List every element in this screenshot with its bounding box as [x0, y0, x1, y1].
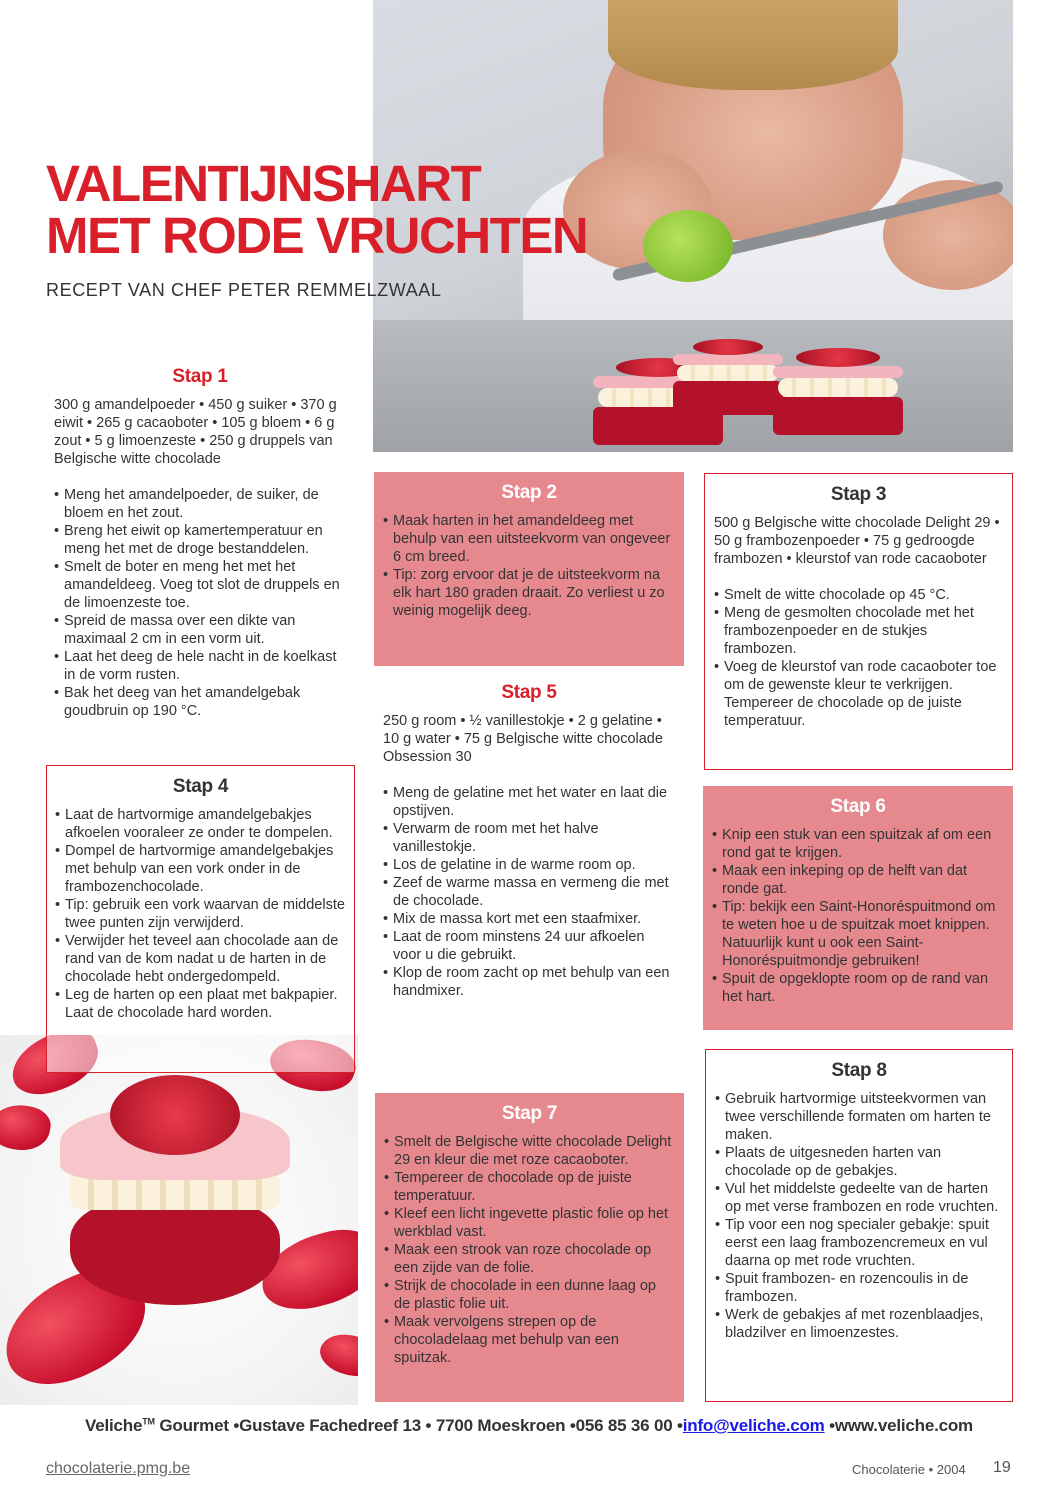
list-item: • Breng het eiwit op kamertemperatuur en meng het met de droge bestanddelen. — [54, 522, 346, 558]
list-item: • Dompel de hartvormige amandelgebakjes met behulp van een vork onder in de frambozenchocolade. — [55, 842, 346, 896]
brand-name: Veliche — [85, 1416, 143, 1435]
list-item: • Smelt de Belgische witte chocolade Delight 29 en kleur die met roze cacaoboter. — [384, 1133, 675, 1169]
list-item: • Tip voor een nog specialer gebakje: spuit eerst een laag frambozencremeux en vul daarna op met rode vruchten. — [715, 1216, 1003, 1270]
step-3-title: Stap 3 — [830, 484, 887, 505]
list-item: • Maak vervolgens strepen op de chocoladelaag met behulp van een spuitzak. — [384, 1313, 675, 1367]
step-3-ingredients: 500 g Belgische witte chocolade Delight 29 • 50 g frambozenpoeder • 75 g gedroogde frambozen • kleurstof van rode cacaoboter — [714, 515, 1000, 567]
list-item: • Plaats de uitgesneden harten van chocolade op de gebakjes. — [715, 1144, 1003, 1180]
step-4-box — [46, 765, 355, 1073]
heart-cake-shape — [60, 1075, 290, 1315]
list-item: • Maak een strook van roze chocolade op een zijde van de folie. — [384, 1241, 675, 1277]
step-1-title: Stap 1 — [172, 366, 228, 387]
list-item: • Spuit de opgeklopte room op de rand van het hart. — [712, 970, 1004, 1006]
email-link[interactable]: info@veliche.com — [682, 1416, 825, 1435]
step-7-title: Stap 7 — [501, 1103, 558, 1124]
contact-line — [0, 1416, 1058, 1436]
step-8-list — [715, 1090, 1003, 1342]
step-1-list — [54, 486, 346, 720]
step-5-list — [383, 784, 675, 1000]
step-2-title: Stap 2 — [501, 482, 557, 503]
step-2-box — [374, 472, 684, 666]
list-item: • Meng de gesmolten chocolade met het frambozenpoeder en de stukjes frambozen. — [714, 604, 1003, 658]
list-item: • Gebruik hartvormige uitsteekvormen van twee verschillende formaten om harten te maken. — [715, 1090, 1003, 1144]
step-2-list — [383, 512, 675, 620]
list-item: • Werk de gebakjes af met rozenblaadjes, bladzilver en limoenzestes. — [715, 1306, 1003, 1342]
step-8-box — [705, 1049, 1013, 1402]
step-4-list — [55, 806, 346, 1022]
list-item: • Laat het deeg de hele nacht in de koelkast in de vorm rusten. — [54, 648, 346, 684]
list-item: • Meng het amandelpoeder, de suiker, de bloem en het zout. — [54, 486, 346, 522]
step-4-title: Stap 4 — [172, 776, 229, 797]
list-item: • Bak het deeg van het amandelgebak goudbruin op 190 °C. — [54, 684, 346, 720]
list-item: • Smelt de boter en meng het met het amandeldeeg. Voeg tot slot de druppels en de limoenzeste toe. — [54, 558, 346, 612]
step-6-title: Stap 6 — [830, 796, 886, 817]
list-item: • Voeg de kleurstof van rode cacaoboter toe om de gewenste kleur te verkrijgen. Tempereer de chocolade op de juiste temperatuur. — [714, 658, 1003, 730]
address-text: Gourmet •Gustave Fachedreef 13 • 7700 Moeskroen •056 85 36 00 • — [154, 1416, 683, 1435]
step-1-ingredients: 300 g amandelpoeder • 450 g suiker • 370 g eiwit • 265 g cacaoboter • 105 g bloem • 6 g zout • 5 g limoenzeste • 250 g druppels van Belgische witte chocolade — [54, 397, 337, 467]
step-3-list — [714, 586, 1003, 730]
list-item: • Maak een inkeping op de helft van dat ronde gat. — [712, 862, 1004, 898]
list-item: • Zeef de warme massa en vermeng die met de chocolade. — [383, 874, 675, 910]
website-text: •www.veliche.com — [824, 1416, 973, 1435]
list-item: • Los de gelatine in de warme room op. — [383, 856, 675, 874]
step-6-list — [712, 826, 1004, 1006]
step-5-box — [374, 684, 684, 1000]
page-number: 19 — [993, 1459, 1011, 1476]
page-subtitle: RECEPT VAN CHEF PETER REMMELZWAAL — [46, 280, 442, 300]
list-item: • Laat de room minstens 24 uur afkoelen voor u die gebruikt. — [383, 928, 675, 964]
cake-middle — [673, 340, 783, 415]
list-item: • Leg de harten op een plaat met bakpapier. Laat de chocolade hard worden. — [55, 986, 346, 1022]
rose-petal — [0, 1100, 53, 1155]
list-item: • Meng de gelatine met het water en laat die opstijven. — [383, 784, 675, 820]
step-5-title: Stap 5 — [501, 682, 557, 703]
list-item: • Tempereer de chocolade op de juiste temperatuur. — [384, 1169, 675, 1205]
list-item: • Spuit frambozen- en rozencoulis in de frambozen. — [715, 1270, 1003, 1306]
list-item: • Strijk de chocolade in een dunne laag op de plastic folie uit. — [384, 1277, 675, 1313]
heart-cake-photo — [0, 1035, 358, 1405]
list-item: • Smelt de witte chocolade op 45 °C. — [714, 586, 1003, 604]
list-item: • Klop de room zacht op met behulp van een handmixer. — [383, 964, 675, 1000]
step-3-box — [704, 473, 1013, 770]
list-item: • Vul het middelste gedeelte van de harten op met verse frambozen en rode vruchten. — [715, 1180, 1003, 1216]
step-7-list — [384, 1133, 675, 1367]
list-item: • Tip: zorg ervoor dat je de uitsteekvorm na elk hart 180 graden draait. Zo verliest u zo weinig mogelijk deeg. — [383, 566, 675, 620]
magazine-name: Chocolaterie • 2004 — [852, 1462, 966, 1477]
list-item: • Knip een stuk van een spuitzak af om een rond gat te krijgen. — [712, 826, 1004, 862]
title-line-2: MET RODE VRUCHTEN — [46, 207, 588, 264]
chef-hair-shape — [608, 0, 898, 90]
site-link[interactable]: chocolaterie.pmg.be — [46, 1460, 191, 1477]
list-item: • Maak harten in het amandeldeeg met behulp van een uitsteekvorm van ongeveer 6 cm breed. — [383, 512, 675, 566]
list-item: • Mix de massa kort met een staafmixer. — [383, 910, 675, 928]
lime-shape — [643, 210, 733, 282]
step-8-title: Stap 8 — [831, 1060, 887, 1081]
page-title — [46, 155, 588, 264]
trademark-mark: TM — [142, 1416, 155, 1427]
step-1-box — [46, 368, 354, 720]
list-item: • Spreid de massa over een dikte van maximaal 2 cm in een vorm uit. — [54, 612, 346, 648]
list-item: • Verwarm de room met het halve vanillestokje. — [383, 820, 675, 856]
list-item: • Tip: bekijk een Saint-Honoréspuitmond om te weten hoe u de spuitzak moet knippen. Natuurlijk kunt u ook een Saint-Honoréspuitmondje gebruiken! — [712, 898, 1004, 970]
list-item: • Tip: gebruik een vork waarvan de middelste twee punten zijn verwijderd. — [55, 896, 346, 932]
rose-petal — [315, 1326, 358, 1384]
list-item: • Verwijder het teveel aan chocolade aan de rand van de kom nadat u de harten in de chocolade hebt ondergedompeld. — [55, 932, 346, 986]
cake-right — [773, 350, 903, 435]
step-7-box — [375, 1093, 684, 1402]
list-item: • Kleef een licht ingevette plastic folie op het werkblad vast. — [384, 1205, 675, 1241]
step-5-ingredients: 250 g room • ½ vanillestokje • 2 g gelatine • 10 g water • 75 g Belgische witte chocolade Obsession 30 — [383, 713, 663, 765]
step-6-box — [703, 786, 1013, 1030]
list-item: • Laat de hartvormige amandelgebakjes afkoelen vooraleer ze onder te dompelen. — [55, 806, 346, 842]
title-line-1: VALENTIJNSHART — [46, 155, 481, 212]
